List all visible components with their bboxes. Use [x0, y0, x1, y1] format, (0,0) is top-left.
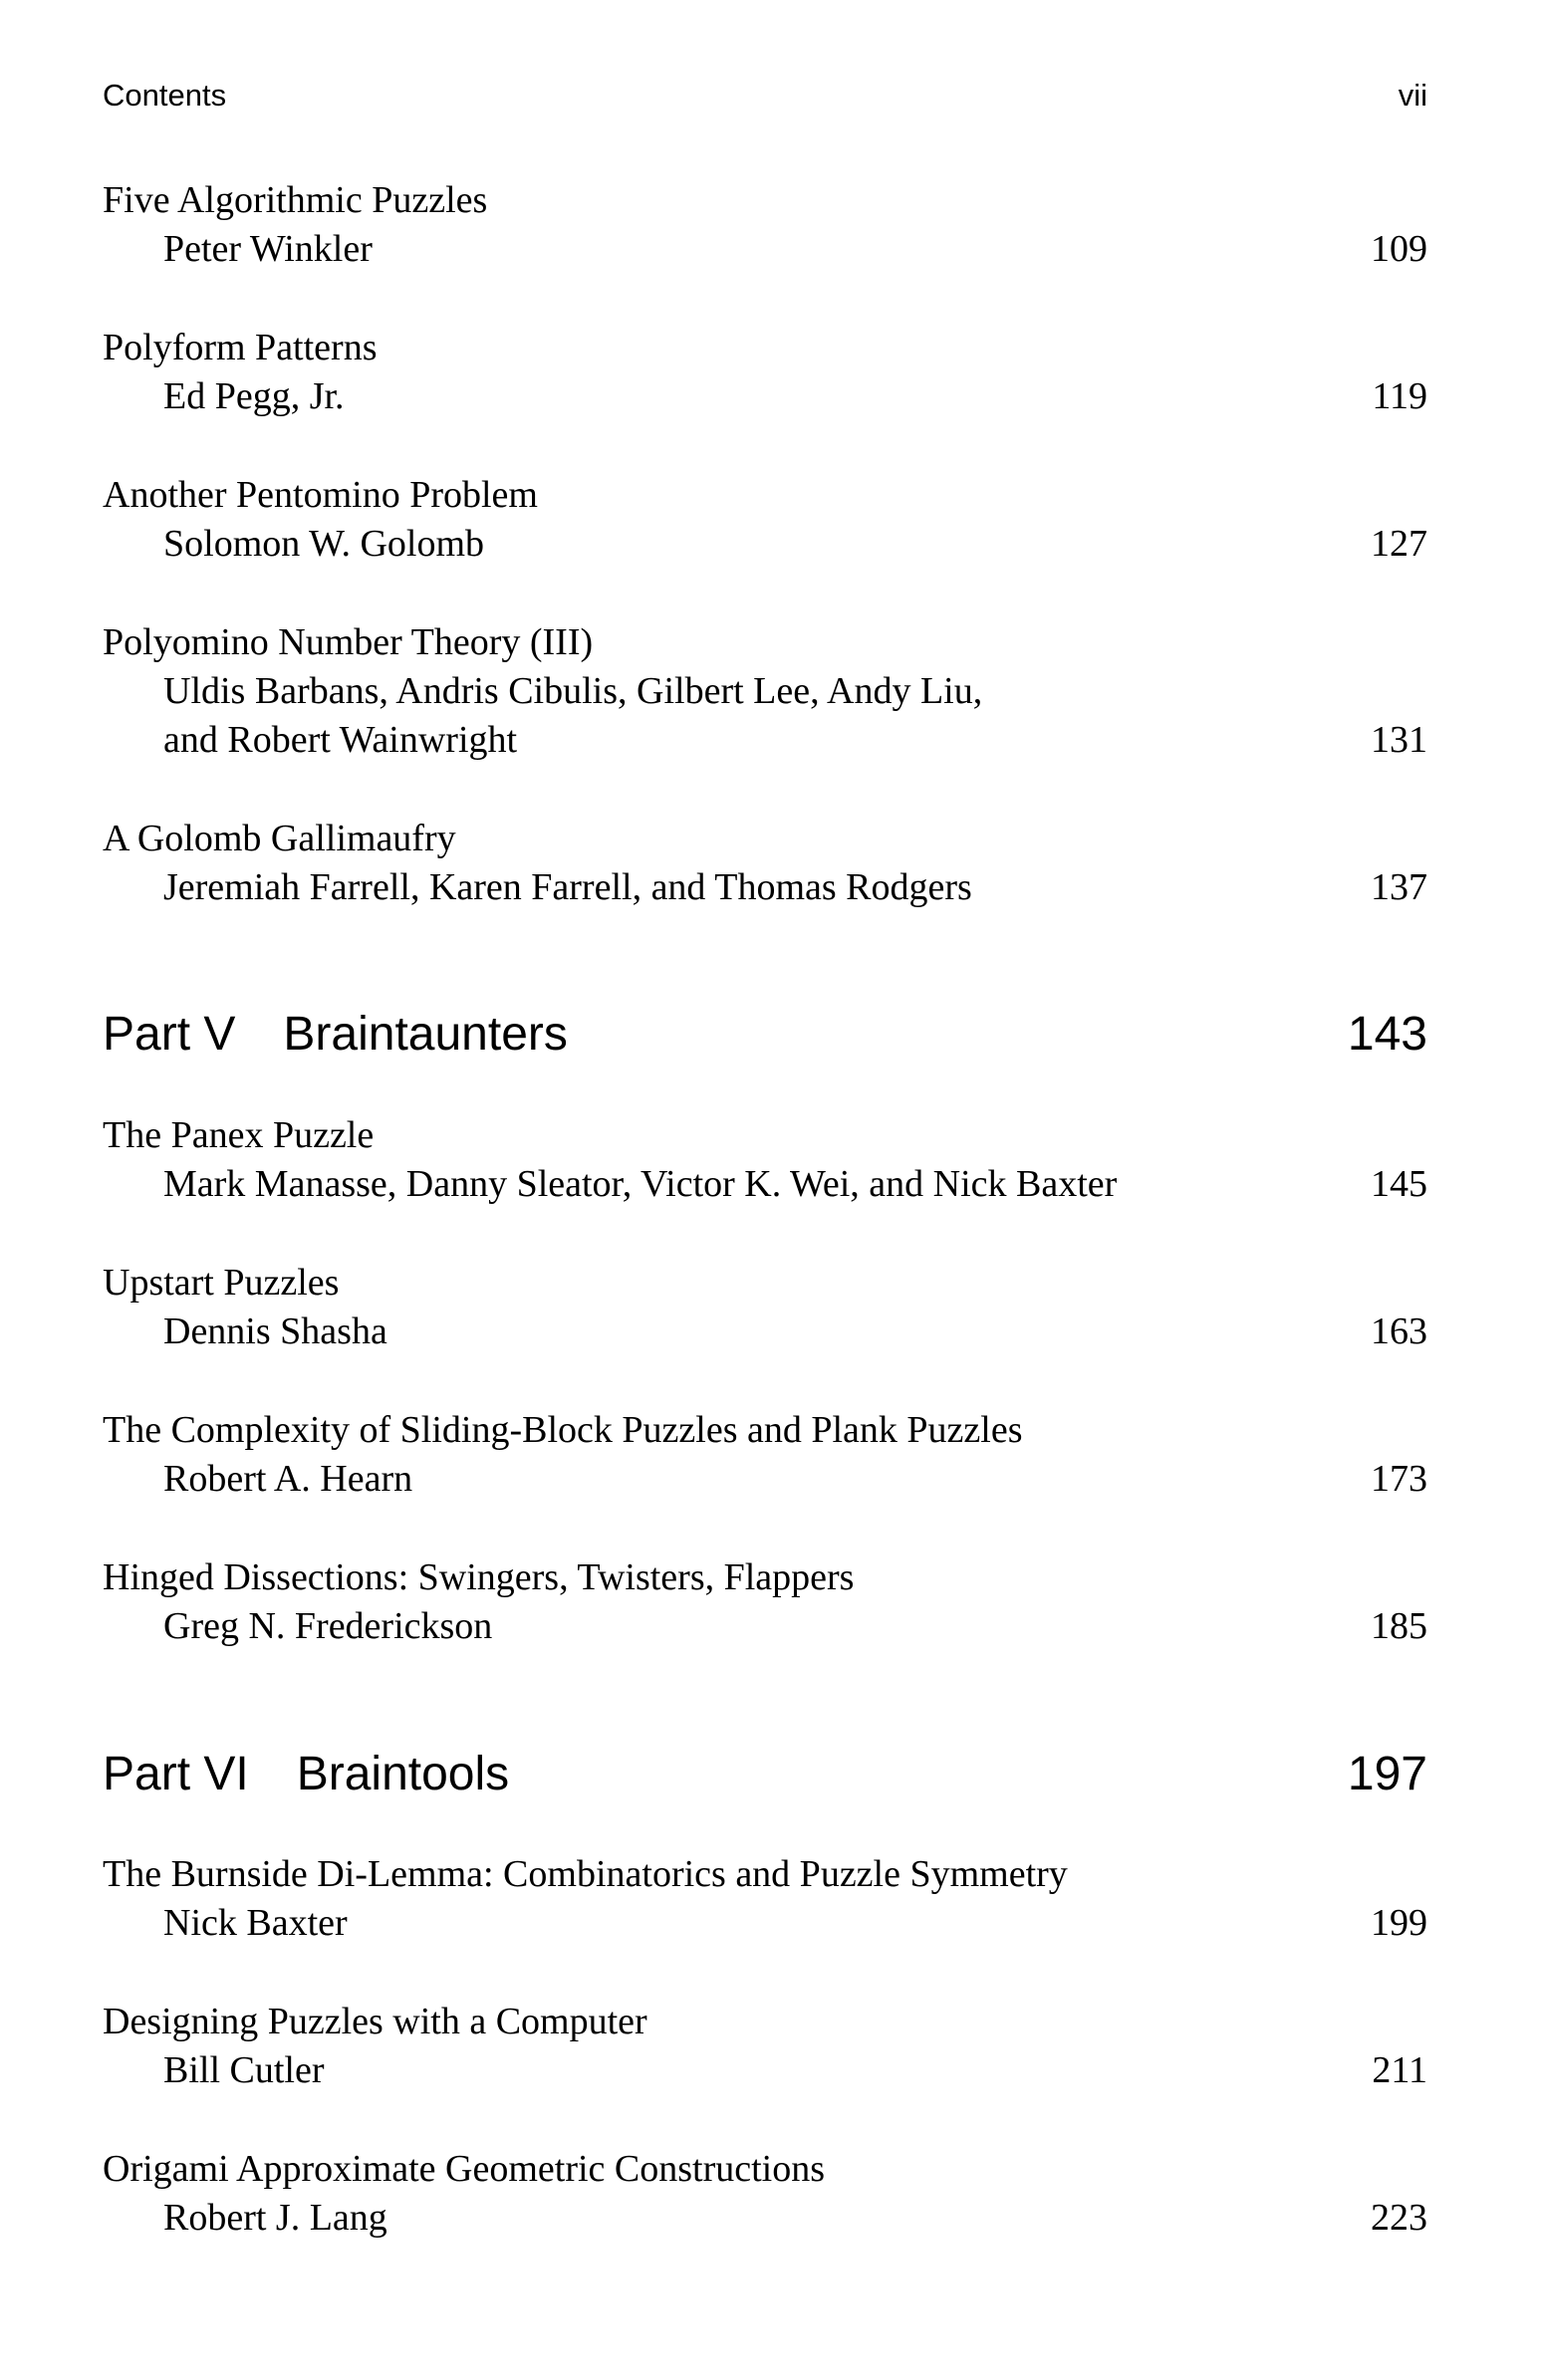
toc-entry-page: 137 — [1371, 866, 1427, 908]
toc-entry-authors: Solomon W. Golomb — [163, 523, 484, 565]
part-name: Braintaunters — [283, 1008, 568, 1061]
toc-entry-title: Polyomino Number Theory (III) — [103, 621, 594, 663]
toc-entry[interactable] — [103, 815, 1427, 912]
toc-entry-page: 163 — [1371, 1310, 1427, 1352]
toc-entry-title: Upstart Puzzles — [103, 1262, 340, 1304]
toc-entry-page: 145 — [1371, 1163, 1427, 1205]
toc-entry-page: 211 — [1372, 2049, 1427, 2091]
toc-entry[interactable] — [103, 1553, 1427, 1651]
toc-entry-page: 199 — [1371, 1902, 1427, 1944]
toc-entry[interactable] — [103, 2145, 1427, 2243]
toc-entry-authors: Mark Manasse, Danny Sleator, Victor K. Wei, and Nick Baxter — [163, 1163, 1118, 1205]
toc-entry-authors: Peter Winkler — [163, 228, 373, 270]
toc-entry-title: Origami Approximate Geometric Constructions — [103, 2148, 826, 2190]
running-title: Contents — [103, 78, 227, 113]
toc-entry-page: 127 — [1371, 523, 1427, 565]
toc-entry-authors: Robert J. Lang — [163, 2197, 387, 2239]
part-name: Braintools — [296, 1748, 510, 1800]
toc-entry[interactable] — [103, 1406, 1427, 1504]
toc-entry-title: The Burnside Di-Lemma: Combinatorics and Puzzle Symmetry — [103, 1853, 1068, 1895]
toc-entry-authors: Bill Cutler — [163, 2049, 325, 2091]
running-header — [0, 0, 1541, 129]
toc-entry[interactable] — [103, 176, 1427, 274]
toc-entry[interactable] — [103, 1259, 1427, 1356]
toc-entry-title: A Golomb Gallimaufry — [103, 818, 456, 859]
toc-entry-title: The Complexity of Sliding-Block Puzzles and Plank Puzzles — [103, 1409, 1023, 1451]
toc-entry-authors: and Robert Wainwright — [163, 719, 518, 761]
toc-entry-page: 223 — [1371, 2197, 1427, 2239]
toc-entry-page: 109 — [1371, 228, 1427, 270]
toc-entry[interactable] — [103, 1850, 1427, 1948]
part-page: 197 — [1347, 1748, 1427, 1800]
toc-entry[interactable] — [103, 471, 1427, 569]
toc-entry-page: 185 — [1371, 1605, 1427, 1647]
toc-entry[interactable] — [103, 1998, 1427, 2095]
toc-entry-authors: Uldis Barbans, Andris Cibulis, Gilbert Lee, Andy Liu, — [163, 670, 983, 712]
toc-entry-title: The Panex Puzzle — [103, 1114, 375, 1156]
part-label: Part V — [103, 1008, 236, 1061]
part-heading-vi[interactable] — [103, 1745, 1427, 1804]
toc-entry-title: Five Algorithmic Puzzles — [103, 179, 488, 221]
toc-entry-authors: Robert A. Hearn — [163, 1458, 413, 1500]
toc-entry-title: Another Pentomino Problem — [103, 474, 538, 516]
part-label: Part VI — [103, 1748, 249, 1800]
toc-entry-authors: Nick Baxter — [163, 1902, 348, 1944]
toc-entry-title: Hinged Dissections: Swingers, Twisters, Flappers — [103, 1556, 855, 1598]
toc-entry-page: 173 — [1371, 1458, 1427, 1500]
part-page: 143 — [1347, 1008, 1427, 1061]
toc-entry[interactable] — [103, 1111, 1427, 1209]
toc-entry-title: Designing Puzzles with a Computer — [103, 2001, 647, 2042]
toc-entry-authors: Ed Pegg, Jr. — [163, 375, 345, 417]
page-number: vii — [1398, 78, 1427, 113]
toc-entry[interactable] — [103, 324, 1427, 421]
toc-entry-authors: Greg N. Frederickson — [163, 1605, 493, 1647]
part-heading-v[interactable] — [103, 1005, 1427, 1065]
toc-entry[interactable] — [103, 618, 1427, 765]
toc-entry-authors: Jeremiah Farrell, Karen Farrell, and Thomas Rodgers — [163, 866, 972, 908]
toc-entry-title: Polyform Patterns — [103, 327, 378, 368]
toc-entry-page: 131 — [1371, 719, 1427, 761]
toc-entry-page: 119 — [1372, 375, 1427, 417]
toc-entry-authors: Dennis Shasha — [163, 1310, 387, 1352]
